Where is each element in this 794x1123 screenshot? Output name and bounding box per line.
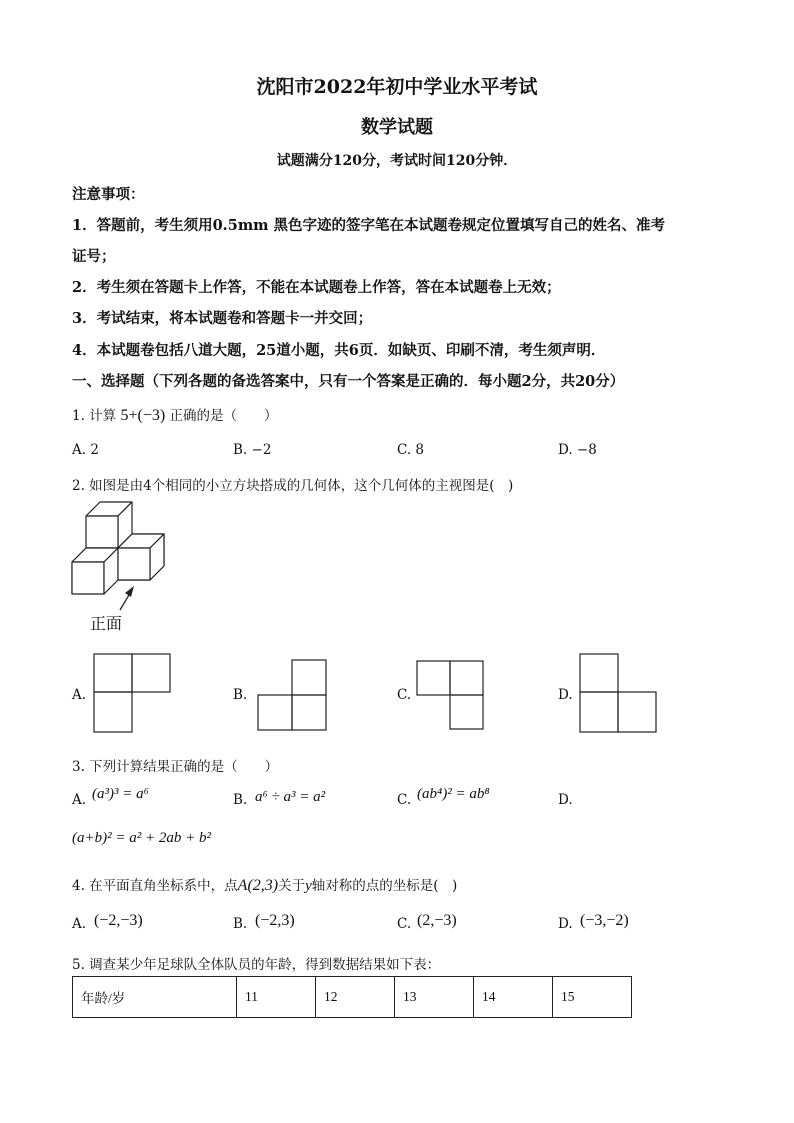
left-cube-front-face <box>72 562 104 594</box>
q4-option-d-value: (−3,−2) <box>580 912 629 929</box>
question-4 <box>72 874 457 895</box>
q2-option-b-label: B. <box>233 687 248 703</box>
q1-option-a: A. 2 <box>72 442 99 458</box>
q4-option-d-label: D. <box>558 916 573 932</box>
note-1: 1．答题前，考生须用0.5mm 黑色字迹的签字笔在本试题卷规定位置填写自己的姓名、准考 <box>72 217 666 234</box>
question-1 <box>72 404 277 425</box>
notes-heading: 注意事项： <box>72 186 145 203</box>
table-cell: 13 <box>395 977 474 1018</box>
subject-title: 数学试题 <box>361 117 433 138</box>
q3-option-d-label: D. <box>558 792 573 808</box>
exam-title: 沈阳市2022年初中学业水平考试 <box>256 76 538 98</box>
note-4: 4．本试题卷包括八道大题，25道小题，共6页．如缺页、印刷不清，考生须声明． <box>72 342 606 359</box>
table-header-cell: 年龄/岁 <box>73 977 237 1018</box>
table-cell: 15 <box>553 977 632 1018</box>
q4-middle: 关于 <box>278 878 306 894</box>
q1-option-d: D. −8 <box>558 442 597 458</box>
q3-option-a-expr: (a³)³ = a⁶ <box>92 786 149 802</box>
q4-option-b-value: (−2,3) <box>255 912 295 929</box>
q4-option-a-value: (−2,−3) <box>94 912 143 929</box>
q4-suffix: 轴对称的点的坐标是( ) <box>311 878 458 894</box>
q2-option-b-figure <box>257 659 329 733</box>
question-3: 3. 下列计算结果正确的是（ ） <box>72 759 279 775</box>
table-cell: 14 <box>474 977 553 1018</box>
q1-option-b: B. −2 <box>233 442 272 458</box>
q1-suffix: 正确的是（ ） <box>169 408 278 424</box>
section-1-heading: 一、选择题（下列各题的备选答案中，只有一个答案是正确的．每小题2分，共20分） <box>72 373 625 390</box>
q3-option-b-label: B. <box>233 792 248 808</box>
q1-prefix: 1. 计算 <box>72 408 117 424</box>
q2-option-d-figure <box>579 653 659 735</box>
q3-option-c-label: C. <box>397 792 412 808</box>
q4-option-c-value: (2,−3) <box>417 912 457 929</box>
q4-axis: y <box>305 878 312 894</box>
q2-option-c-figure <box>416 660 486 732</box>
front-arrow-head <box>125 586 134 597</box>
table-row <box>73 977 632 1018</box>
right-cube-front-face-2 <box>118 548 150 580</box>
question-5: 5. 调查某少年足球队全体队员的年龄，得到数据结果如下表： <box>72 957 441 973</box>
q4-prefix: 4. 在平面直角坐标系中，点 <box>72 878 238 894</box>
cube-solid-figure <box>68 496 172 612</box>
front-label: 正面 <box>90 614 123 633</box>
q1-expression: 5+(−3) <box>120 407 166 424</box>
note-2: 2．考生须在答题卡上作答，不能在本试题卷上作答，答在本试题卷上无效； <box>72 279 561 296</box>
q2-option-a-figure <box>93 653 173 735</box>
q4-option-c-label: C. <box>397 916 412 932</box>
score-time: 试题满分120分，考试时间120分钟． <box>276 153 518 169</box>
age-table <box>72 976 632 1018</box>
question-2: 2. 如图是由4个相同的小立方块搭成的几何体，这个几何体的主视图是( ) <box>72 478 514 494</box>
note-3: 3．考试结束，将本试题卷和答题卡一并交回； <box>72 310 373 327</box>
note-1-cont: 证号； <box>72 248 116 265</box>
top-cube-front-face <box>86 516 118 548</box>
q3-option-c-expr: (ab⁴)² = ab⁸ <box>417 786 490 802</box>
q3-option-b-expr: a⁶ ÷ a³ = a² <box>255 789 326 805</box>
q1-option-c: C. 8 <box>397 442 425 458</box>
table-cell: 12 <box>316 977 395 1018</box>
q3-option-a-label: A. <box>72 792 87 808</box>
q4-option-b-label: B. <box>233 916 248 932</box>
q2-option-c-label: C. <box>397 687 412 703</box>
table-cell: 11 <box>237 977 316 1018</box>
q2-option-d-label: D. <box>558 687 573 703</box>
q3-option-d-expr: (a+b)² = a² + 2ab + b² <box>72 830 211 846</box>
q4-option-a-label: A. <box>72 916 87 932</box>
q4-point: A(2,3) <box>237 877 279 894</box>
q2-option-a-label: A. <box>72 687 87 703</box>
